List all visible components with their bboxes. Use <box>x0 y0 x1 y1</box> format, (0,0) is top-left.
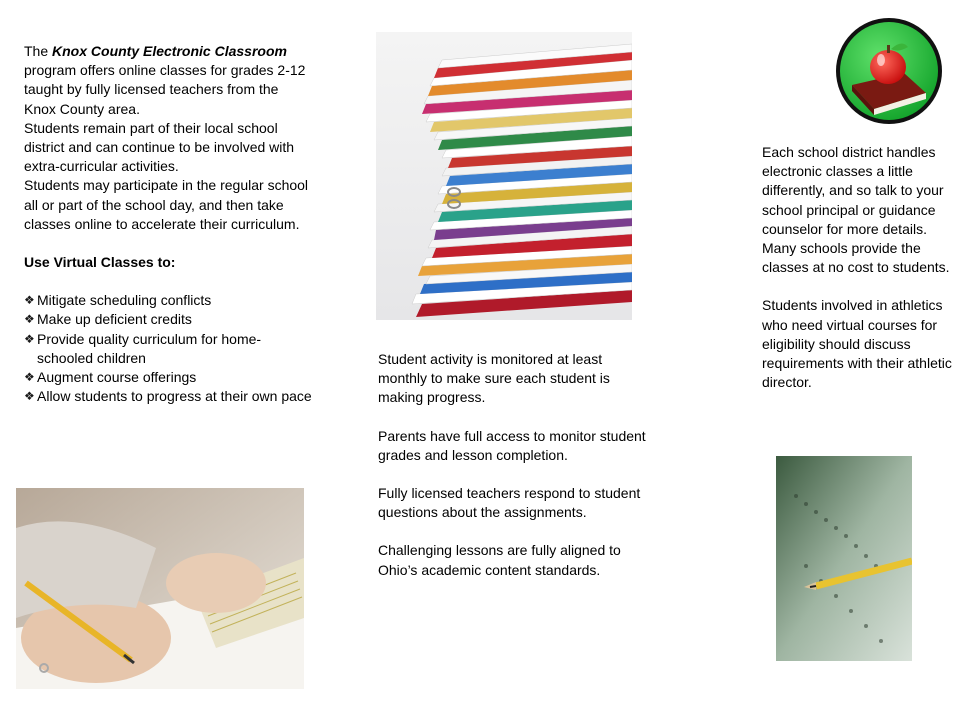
paragraph-standards: Challenging lessons are fully aligned to Ohio’s academic content standards. <box>378 542 621 578</box>
list-item: ❖ Mitigate scheduling conflicts <box>24 291 314 310</box>
intro-paragraph <box>24 42 314 119</box>
paragraph-monitoring: Student activity is monitored at least monthly to make sure each student is making progress. <box>378 351 610 406</box>
paragraph-district: Students remain part of their local school district and can continue to be involved with extra-curricular activities. <box>24 119 295 175</box>
apple-on-book-logo-icon <box>834 15 944 127</box>
list-item: ❖ Make up deficient credits <box>24 310 314 329</box>
list-item: ❖ Allow students to progress at their own pace <box>24 387 314 406</box>
program-name: Knox County Electronic Classroom <box>52 43 287 59</box>
hand-writing-with-pencil-photo <box>16 488 304 689</box>
intro-post: program offers online classes for grades 2-12 taught by fully licensed teachers from the Knox County area. <box>24 62 306 117</box>
diamond-bullet-icon: ❖ <box>24 312 35 327</box>
diamond-bullet-icon: ❖ <box>24 331 35 346</box>
paragraph-athletics: Students involved in athletics who need virtual courses for eligibility should discuss requirements with their athletic director. <box>762 297 952 391</box>
right-panel-text <box>762 143 956 392</box>
list-item: ❖ Augment course offerings <box>24 368 314 387</box>
paragraph-participation: Students may participate in the regular school all or part of the school day, and then take classes online to accelerate their curriculum. <box>24 177 309 232</box>
paragraph-teachers: Fully licensed teachers respond to student questions about the assignments. <box>378 485 641 521</box>
diamond-bullet-icon: ❖ <box>24 389 35 404</box>
middle-panel-text <box>378 350 650 580</box>
intro-pre: The <box>24 43 53 59</box>
diamond-bullet-icon: ❖ <box>24 370 35 385</box>
diamond-bullet-icon: ❖ <box>24 293 35 308</box>
list-item: ❖ Provide quality curriculum for home-schooled children <box>24 330 262 366</box>
stack-of-folders-photo <box>376 32 632 320</box>
uses-list <box>24 291 314 406</box>
paragraph-district-handling: Each school district handles electronic classes a little differently, and so talk to your school principal or guidance counselor for more details. Many schools provide the classes at no cost to students. <box>762 144 950 276</box>
answer-sheet-with-pencil-photo <box>776 456 912 661</box>
uses-heading: Use Virtual Classes to: <box>24 254 176 271</box>
left-panel-text <box>24 42 314 406</box>
paragraph-parents: Parents have full access to monitor student grades and lesson completion. <box>378 427 646 463</box>
